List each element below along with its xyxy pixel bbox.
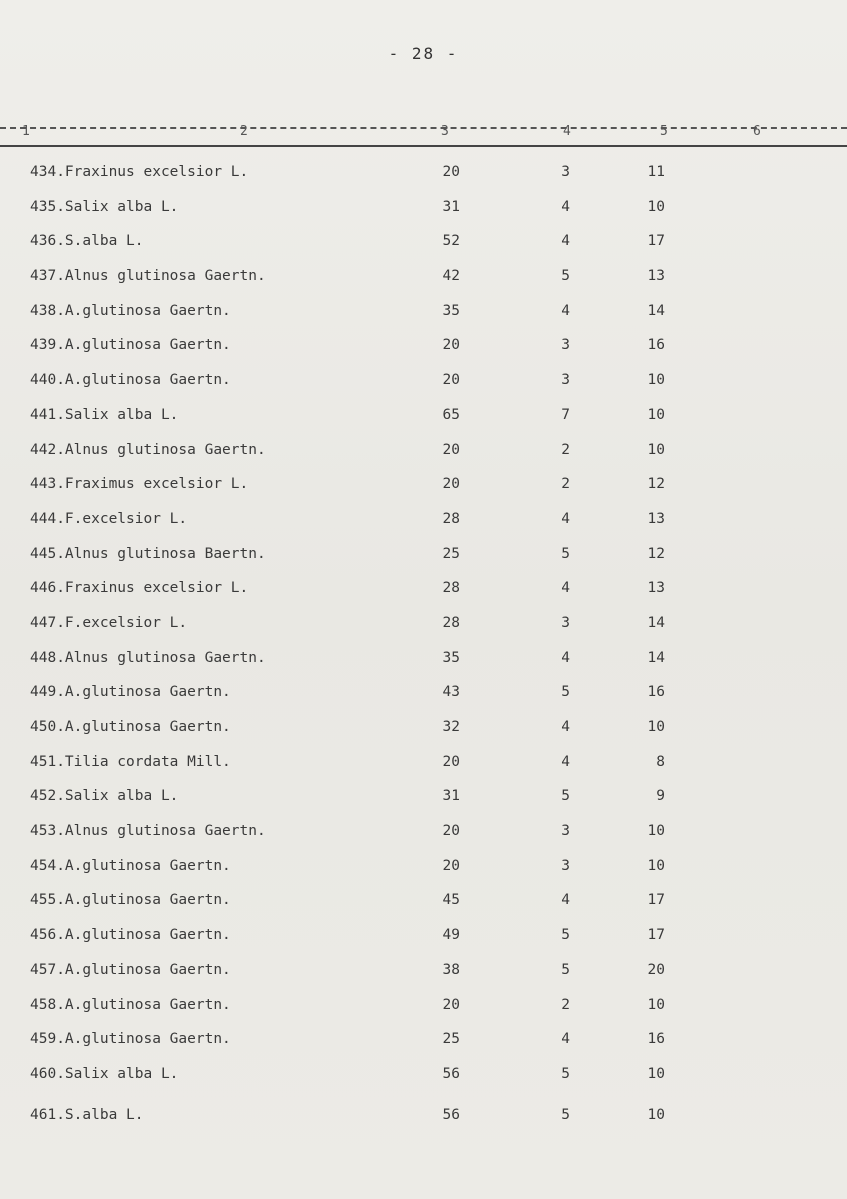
column-5-value: 10 [647,719,665,735]
column-5-value: 10 [647,996,665,1013]
column-header-6: 6 [753,124,761,139]
column-3-value: 28 [442,614,460,631]
column-3-value: 20 [442,441,460,458]
table-row [0,1107,847,1142]
table-row [0,442,847,477]
column-5-value: 16 [647,1031,665,1048]
column-3-value: 25 [442,1031,460,1048]
species-name: 437.Alnus glutinosa Gaertn. [30,268,266,285]
column-3-value: 31 [442,788,460,805]
species-name: 459.A.glutinosa Gaertn. [30,1031,231,1048]
column-5-value: 10 [647,857,665,874]
species-name: 453.Alnus glutinosa Gaertn. [30,823,266,840]
table-row [0,892,847,927]
column-4-value: 5 [561,684,570,701]
column-5-value: 10 [647,441,665,458]
column-header-5: 5 [660,124,668,139]
table-row [0,268,847,303]
table-row [0,823,847,858]
column-5-value: 10 [647,372,665,389]
column-header-2: 2 [240,124,248,139]
column-5-value: 17 [647,927,665,944]
species-name: 448.Alnus glutinosa Gaertn. [30,649,266,666]
column-4-value: 2 [561,476,570,493]
column-3-value: 20 [442,996,460,1013]
species-name: 439.A.glutinosa Gaertn. [30,337,231,354]
column-5-value: 14 [647,649,665,666]
table-row [0,1031,847,1066]
column-4-value: 5 [561,545,570,562]
table-row [0,997,847,1032]
column-3-value: 20 [442,164,460,180]
column-4-value: 4 [561,198,570,215]
column-5-value: 10 [647,198,665,215]
column-3-value: 31 [442,198,460,215]
species-name: 452.Salix alba L. [30,788,179,805]
column-4-value: 7 [561,406,570,423]
table-row [0,372,847,407]
species-name: 461.S.alba L. [30,1106,144,1123]
column-3-value: 35 [442,649,460,666]
column-3-value: 42 [442,268,460,285]
column-5-value: 14 [647,302,665,319]
column-4-value: 4 [561,719,570,735]
column-5-value: 10 [647,406,665,423]
column-3-value: 56 [442,1065,460,1082]
column-5-value: 20 [647,961,665,978]
species-name: 438.A.glutinosa Gaertn. [30,302,231,319]
species-name: 454.A.glutinosa Gaertn. [30,857,231,874]
column-3-value: 20 [442,372,460,389]
table-row [0,684,847,719]
species-name: 436.S.alba L. [30,233,144,250]
column-header-3: 3 [441,124,449,139]
column-3-value: 38 [442,961,460,978]
column-4-value: 4 [561,510,570,527]
column-4-value: 4 [561,892,570,909]
table-row [0,1066,847,1101]
column-5-value: 9 [656,788,665,805]
column-3-value: 52 [442,233,460,250]
column-3-value: 28 [442,580,460,597]
table-row [0,233,847,268]
column-5-value: 17 [647,892,665,909]
species-name: 442.Alnus glutinosa Gaertn. [30,441,266,458]
column-4-value: 5 [561,1065,570,1082]
table-row [0,615,847,650]
column-5-value: 11 [647,164,665,180]
species-name: 458.A.glutinosa Gaertn. [30,996,231,1013]
table-row [0,754,847,789]
column-5-value: 16 [647,337,665,354]
table-row [0,164,847,199]
column-4-value: 3 [561,614,570,631]
table-row [0,650,847,685]
column-3-value: 20 [442,823,460,840]
species-name: 446.Fraxinus excelsior L. [30,580,249,597]
table-row [0,511,847,546]
table-row [0,858,847,893]
species-table [0,164,847,1141]
column-4-value: 5 [561,1106,570,1123]
column-4-value: 5 [561,268,570,285]
table-row [0,407,847,442]
column-5-value: 10 [647,823,665,840]
column-5-value: 8 [656,753,665,770]
column-3-value: 56 [442,1106,460,1123]
column-4-value: 4 [561,649,570,666]
species-name: 443.Fraximus excelsior L. [30,476,249,493]
table-row [0,476,847,511]
column-4-value: 4 [561,753,570,770]
species-name: 449.A.glutinosa Gaertn. [30,684,231,701]
species-name: 440.A.glutinosa Gaertn. [30,372,231,389]
species-name: 441.Salix alba L. [30,406,179,423]
column-3-value: 49 [442,927,460,944]
column-5-value: 12 [647,476,665,493]
column-3-value: 20 [442,337,460,354]
column-3-value: 25 [442,545,460,562]
column-header-1: 1 [22,124,30,139]
column-5-value: 13 [647,580,665,597]
species-name: 451.Tilia cordata Mill. [30,753,231,770]
column-4-value: 5 [561,788,570,805]
column-5-value: 16 [647,684,665,701]
column-5-value: 13 [647,268,665,285]
table-row [0,962,847,997]
column-3-value: 20 [442,857,460,874]
column-3-value: 43 [442,684,460,701]
column-4-value: 4 [561,302,570,319]
column-4-value: 5 [561,927,570,944]
column-5-value: 13 [647,510,665,527]
column-4-value: 3 [561,857,570,874]
column-4-value: 4 [561,1031,570,1048]
column-3-value: 28 [442,510,460,527]
species-name: 450.A.glutinosa Gaertn. [30,719,231,735]
table-row [0,927,847,962]
page-number: - 28 - [388,44,459,63]
column-4-value: 4 [561,580,570,597]
column-3-value: 20 [442,476,460,493]
column-header-4: 4 [563,124,571,139]
column-5-value: 17 [647,233,665,250]
species-name: 460.Salix alba L. [30,1065,179,1082]
column-3-value: 32 [442,719,460,735]
column-5-value: 10 [647,1106,665,1123]
table-row [0,546,847,581]
column-5-value: 10 [647,1065,665,1082]
column-4-value: 3 [561,823,570,840]
column-4-value: 2 [561,441,570,458]
column-3-value: 35 [442,302,460,319]
species-name: 455.A.glutinosa Gaertn. [30,892,231,909]
column-3-value: 20 [442,753,460,770]
table-row [0,719,847,754]
table-header-rule [0,145,847,147]
column-3-value: 65 [442,406,460,423]
species-name: 447.F.excelsior L. [30,614,188,631]
species-name: 445.Alnus glutinosa Baertn. [30,545,266,562]
table-row [0,199,847,234]
column-5-value: 12 [647,545,665,562]
species-name: 444.F.excelsior L. [30,510,188,527]
species-name: 456.A.glutinosa Gaertn. [30,927,231,944]
table-row [0,337,847,372]
column-4-value: 3 [561,372,570,389]
table-row [0,788,847,823]
species-name: 435.Salix alba L. [30,198,179,215]
column-3-value: 45 [442,892,460,909]
column-header-row [0,124,847,144]
column-4-value: 3 [561,337,570,354]
species-name: 457.A.glutinosa Gaertn. [30,961,231,978]
column-4-value: 4 [561,233,570,250]
table-row [0,303,847,338]
column-4-value: 5 [561,961,570,978]
table-row [0,580,847,615]
column-4-value: 2 [561,996,570,1013]
species-name: 434.Fraxinus excelsior L. [30,164,249,180]
column-4-value: 3 [561,164,570,180]
column-5-value: 14 [647,614,665,631]
